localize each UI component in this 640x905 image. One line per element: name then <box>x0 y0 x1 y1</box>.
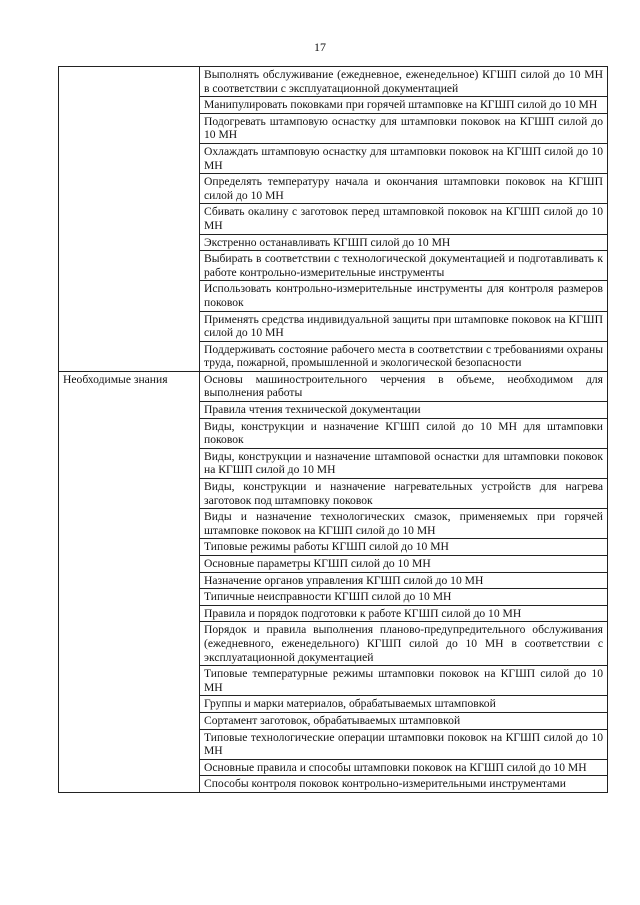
knowledge-item: Типичные неисправности КГШП силой до 10 МН <box>200 589 608 606</box>
page-number: 17 <box>314 40 326 54</box>
requirements-table-body <box>59 67 608 793</box>
knowledge-item: Правила и порядок подготовки к работе КГШП силой до 10 МН <box>200 605 608 622</box>
knowledge-item: Порядок и правила выполнения планово-предупредительного обслуживания (ежедневного, еженедельного) КГШП силой до 10 МН в соответствии с эксплуатационной документацией <box>200 622 608 666</box>
skills-item: Выполнять обслуживание (ежедневное, еженедельное) КГШП силой до 10 МН в соответствии с эксплуатационной документацией <box>200 67 608 97</box>
knowledge-item: Сортамент заготовок, обрабатываемых штамповкой <box>200 712 608 729</box>
skills-section-label <box>59 67 200 372</box>
knowledge-item: Виды, конструкции и назначение штамповой оснастки для штамповки поковок на КГШП силой до 10 МН <box>200 448 608 478</box>
skills-item: Выбирать в соответствии с технологической документацией и подготавливать к работе контрольно-измерительные инструменты <box>200 251 608 281</box>
knowledge-item: Виды и назначение технологических смазок, применяемых при горячей штамповке поковок на КГШП силой до 10 МН <box>200 509 608 539</box>
requirements-table <box>58 66 608 793</box>
knowledge-item: Способы контроля поковок контрольно-измерительными инструментами <box>200 776 608 793</box>
skills-item: Сбивать окалину с заготовок перед штамповкой поковок на КГШП силой до 10 МН <box>200 204 608 234</box>
skills-item: Манипулировать поковками при горячей штамповке на КГШП силой до 10 МН <box>200 97 608 114</box>
knowledge-item: Типовые режимы работы КГШП силой до 10 МН <box>200 539 608 556</box>
knowledge-item: Назначение органов управления КГШП силой до 10 МН <box>200 572 608 589</box>
knowledge-item: Виды, конструкции и назначение нагревательных устройств для нагрева заготовок под штамповку поковок <box>200 479 608 509</box>
knowledge-item: Виды, конструкции и назначение КГШП силой до 10 МН для штамповки поковок <box>200 418 608 448</box>
table-row <box>59 67 608 97</box>
skills-item: Определять температуру начала и окончания штамповки поковок на КГШП силой до 10 МН <box>200 174 608 204</box>
skills-item: Подогревать штамповую оснастку для штамповки поковок на КГШП силой до 10 МН <box>200 113 608 143</box>
knowledge-item: Основные параметры КГШП силой до 10 МН <box>200 556 608 573</box>
knowledge-item: Типовые технологические операции штамповки поковок на КГШП силой до 10 МН <box>200 729 608 759</box>
skills-item: Поддерживать состояние рабочего места в соответствии с требованиями охраны труда, пожарной, промышленной и экологической безопасности <box>200 341 608 371</box>
knowledge-item: Группы и марки материалов, обрабатываемых штамповкой <box>200 696 608 713</box>
table-row <box>59 371 608 401</box>
knowledge-item: Правила чтения технической документации <box>200 402 608 419</box>
skills-item: Охлаждать штамповую оснастку для штамповки поковок на КГШП силой до 10 МН <box>200 143 608 173</box>
knowledge-item: Основы машиностроительного черчения в объеме, необходимом для выполнения работы <box>200 371 608 401</box>
skills-item: Применять средства индивидуальной защиты при штамповке поковок на КГШП силой до 10 МН <box>200 311 608 341</box>
knowledge-item: Типовые температурные режимы штамповки поковок на КГШП силой до 10 МН <box>200 666 608 696</box>
knowledge-item: Основные правила и способы штамповки поковок на КГШП силой до 10 МН <box>200 759 608 776</box>
skills-item: Экстренно останавливать КГШП силой до 10 МН <box>200 234 608 251</box>
knowledge-section-label: Необходимые знания <box>59 371 200 792</box>
skills-item: Использовать контрольно-измерительные инструменты для контроля размеров поковок <box>200 281 608 311</box>
